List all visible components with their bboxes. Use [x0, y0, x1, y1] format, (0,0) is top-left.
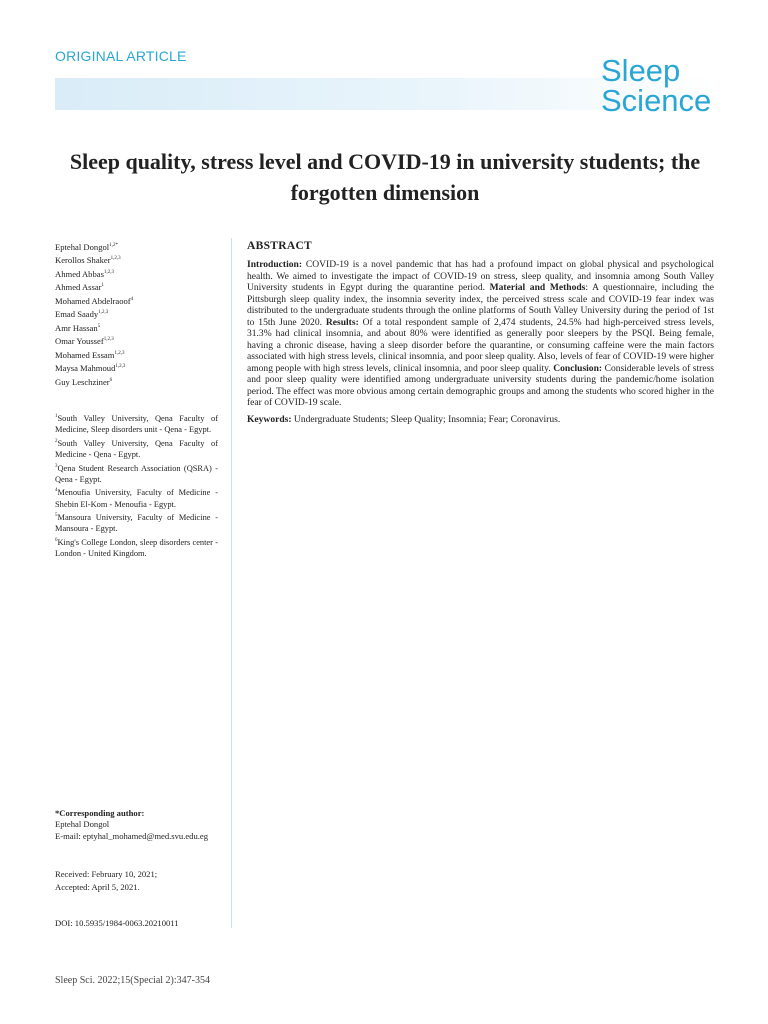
author: Maysa Mahmoud$^{1,2,3}$ — [55, 362, 126, 373]
keywords-text: Undergraduate Students; Sleep Quality; Insomnia; Fear; Coronavirus. — [291, 413, 561, 425]
affiliation: $^4$Menoufia University, Faculty of Medicine - Shebin El-Kom - Menoufia - Egypt. — [55, 488, 218, 509]
author: Mohamed Essam$^{1,2,3}$ — [55, 349, 125, 360]
journal-logo-line2: Science — [601, 83, 712, 118]
author: Mohamed Abdelraoof$^4$ — [55, 295, 134, 306]
corresponding-author — [55, 808, 230, 842]
author-column — [55, 240, 218, 560]
doi[interactable]: DOI: 10.5935/1984-0063.20210011 — [55, 918, 179, 928]
introduction-label: Introduction: — [247, 259, 302, 270]
article-dates — [55, 868, 230, 893]
journal-logo — [601, 53, 721, 118]
corresponding-author-email[interactable]: E-mail: eptyhal_mohamed@med.svu.edu.eg — [55, 830, 209, 841]
introduction-text: COVID-19 is a novel pandemic that has had a profound impact on global physical and psychological health. We aimed to investigate the impact of COVID-19 on stress, sleep quality, and insomnia among South Valley University students in Egypt during the quarantine period. — [247, 259, 714, 293]
affiliation: $^5$Mansoura University, Faculty of Medicine - Mansoura - Egypt. — [55, 512, 218, 534]
affiliation: $^2$South Valley University, Qena Faculty of Medicine - Qena - Egypt. — [55, 438, 218, 460]
received-date: Received: February 10, 2021; — [55, 869, 158, 879]
author: Ahmed Assar$^1$ — [55, 282, 105, 293]
citation-footer: Sleep Sci. 2022;15(Special 2):347-354 — [55, 975, 210, 986]
author: Amr Hassan$^5$ — [55, 322, 101, 333]
corresponding-author-name: Eptehal Dongol — [55, 819, 110, 830]
affiliation: $^3$Qena Student Research Association (QSRA) - Qena - Egypt. — [55, 463, 218, 484]
author: Kerollos Shaker$^{1,2,3}$ — [55, 255, 121, 266]
results-label: Results: — [325, 316, 359, 328]
methods-text: : A questionnaire, including the Pittsburgh sleep quality index, the insomnia severity index, the perceived stress scale and COVID-19 fear index was distributed to the undergraduate students through the online platforms of South Valley University during the period of 1st to 15th June 2020. — [247, 282, 714, 328]
corresponding-author-label: *Corresponding author: — [55, 808, 145, 818]
author-list — [55, 240, 218, 388]
abstract-heading: ABSTRACT — [247, 240, 313, 252]
journal-logo-line1: Sleep — [601, 53, 681, 88]
keywords-label: Keywords: — [247, 413, 292, 425]
author: Guy Leschziner$^6$ — [55, 376, 113, 387]
results-text: Of a total respondent sample of 2,474 students, 24.5% had high-perceived stress levels, 31.3% had clinical insomnia, and about 80% were identified as generally poor sleepers by the PSQI. Being female, having a chronic disease, having a sleep disorder before the quarantine, or consuming caffeine were the main factors associated with high stress levels, clinical insomnia, and poor sleep quality. Also, levels of fear of COVID-19 were higher among people with high stress levels, clinical insomnia, and poor sleep quality. — [247, 316, 714, 374]
article-type-label: ORIGINAL ARTICLE — [55, 48, 187, 64]
author: Ahmed Abbas$^{1,2,3}$ — [55, 268, 114, 279]
keywords — [247, 414, 714, 426]
accepted-date: Accepted: April 5, 2021. — [55, 881, 140, 892]
author: Omar Youssef$^{1,2,3}$ — [55, 336, 114, 347]
column-divider — [231, 238, 232, 928]
article-title: Sleep quality, stress level and COVID-19 in university students; the forgotten dimension — [69, 149, 701, 205]
author: Emad Saady$^{1,2,3}$ — [55, 309, 109, 320]
affiliation-list — [55, 411, 218, 560]
methods-label: Material and Methods — [489, 282, 586, 293]
abstract-body — [247, 259, 714, 409]
conclusion-label: Conclusion: — [553, 362, 603, 374]
affiliation: $^1$South Valley University, Qena Faculty of Medicine, Sleep disorders unit - Qena - Egypt. — [55, 413, 218, 435]
author: Eptehal Dongol$^{1,2*}$ — [55, 241, 118, 252]
abstract-section — [247, 240, 714, 425]
affiliation: $^6$King's College London, sleep disorders center - London - United Kingdom. — [55, 537, 218, 559]
conclusion-text: Considerable levels of stress and poor sleep quality were identified among undergraduate university students during the pandemic/home isolation period. The effect was more obvious among certain demographic groups and among the students who scored higher in the fear of COVID-19 scale. — [247, 362, 714, 408]
